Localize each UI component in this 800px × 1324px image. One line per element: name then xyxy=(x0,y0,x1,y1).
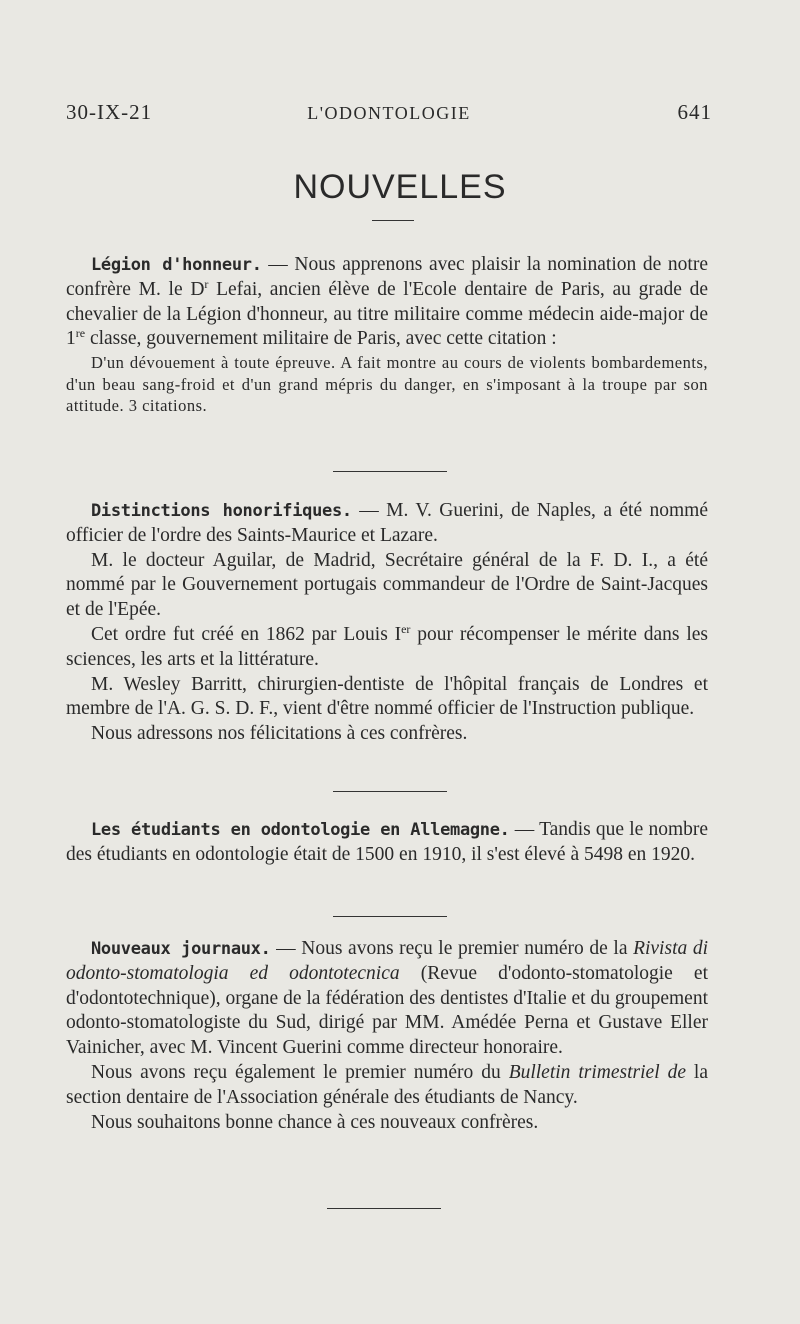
section-title: NOUVELLES xyxy=(293,168,507,206)
item-heading: Légion d'honneur. xyxy=(91,255,262,275)
citation-text: D'un dévouement à toute épreuve. A fait montre au cours de violents bombardements, d'un beau sang-froid et d'un grand mépris du danger, en s'imposant à la troupe par son attitude. 3 citations. xyxy=(66,353,708,416)
separator-rule xyxy=(333,791,447,792)
title-rule xyxy=(372,220,414,221)
paragraph: Nous avons reçu également le premier numéro du Bulletin trimestriel de la section dentaire de l'Association générale des étudiants de Nancy. xyxy=(66,1061,708,1108)
item-nouveaux-journaux xyxy=(66,937,708,1135)
paragraph: Nous souhaitons bonne chance à ces nouveaux confrères. xyxy=(91,1111,539,1133)
separator-rule xyxy=(333,916,447,917)
paragraph: Distinctions honorifiques. — M. V. Guerini, de Naples, a été nommé officier de l'ordre des Saints-Maurice et Lazare. xyxy=(66,500,708,546)
journal-name: Rivista di odonto-stomatologia ed odontotecnica xyxy=(66,938,709,984)
item-heading: Distinctions honorifiques. xyxy=(91,501,352,521)
item-etudiants-allemagne xyxy=(66,818,708,868)
paragraph: Les étudiants en odontologie en Allemagne. — Tandis que le nombre des étudiants en odontologie était de 1500 en 1910, il s'est élevé à 5498 en 1920. xyxy=(66,819,709,865)
issue-date: 30-IX-21 xyxy=(66,100,153,124)
paragraph: Cet ordre fut créé en 1862 par Louis Ier pour récompenser le mérite dans les sciences, les arts et la littérature. xyxy=(66,621,708,670)
paragraph: Nouveaux journaux. — Nous avons reçu le premier numéro de la Rivista di odonto-stomatologia ed odontotecnica (Revue d'odonto-stomatologie et d'odontotechnique), organe de la fédération des dentistes d'Italie et du groupement odonto-stomatologiste du Sud, dirigé par MM. Amédée Perna et Gustave Eller Vainicher, avec M. Vincent Guerini comme directeur honoraire. xyxy=(66,938,709,1059)
running-head xyxy=(66,100,712,130)
page-number: 641 xyxy=(677,100,712,124)
paragraph: Légion d'honneur. — Nous apprenons avec plaisir la nomination de notre confrère M. le $D^r$ Lefai, ancien élève de l'Ecole dentaire de Paris, au grade de chevalier de la Légion d'honneur, au titre militaire comme médecin aide-major de 1re classe, gouvernement militaire de Paris, avec cette citation : xyxy=(66,254,708,350)
item-heading: Nouveaux journaux. xyxy=(91,939,271,959)
separator-rule xyxy=(327,1208,441,1209)
paragraph: M. Wesley Barritt, chirurgien-dentiste de l'hôpital français de Londres et membre de l'A. G. S. D. F., vient d'être nommé officier de l'Instruction publique. xyxy=(66,673,708,720)
item-legion-honneur xyxy=(66,253,708,417)
separator-rule xyxy=(333,471,447,472)
item-distinctions xyxy=(66,499,708,747)
journal-title: L'ODONTOLOGIE xyxy=(307,103,471,123)
paragraph: Nous adressons nos félicitations à ces confrères. xyxy=(91,723,468,745)
item-heading: Les étudiants en odontologie en Allemagne. xyxy=(91,820,510,840)
bulletin-name: Bulletin trimestriel de xyxy=(508,1061,686,1083)
paragraph: M. le docteur Aguilar, de Madrid, Secrétaire général de la F. D. I., a été nommé par le Gouvernement portugais commandeur de l'Ordre de Saint-Jacques et de l'Epée. xyxy=(66,549,708,621)
